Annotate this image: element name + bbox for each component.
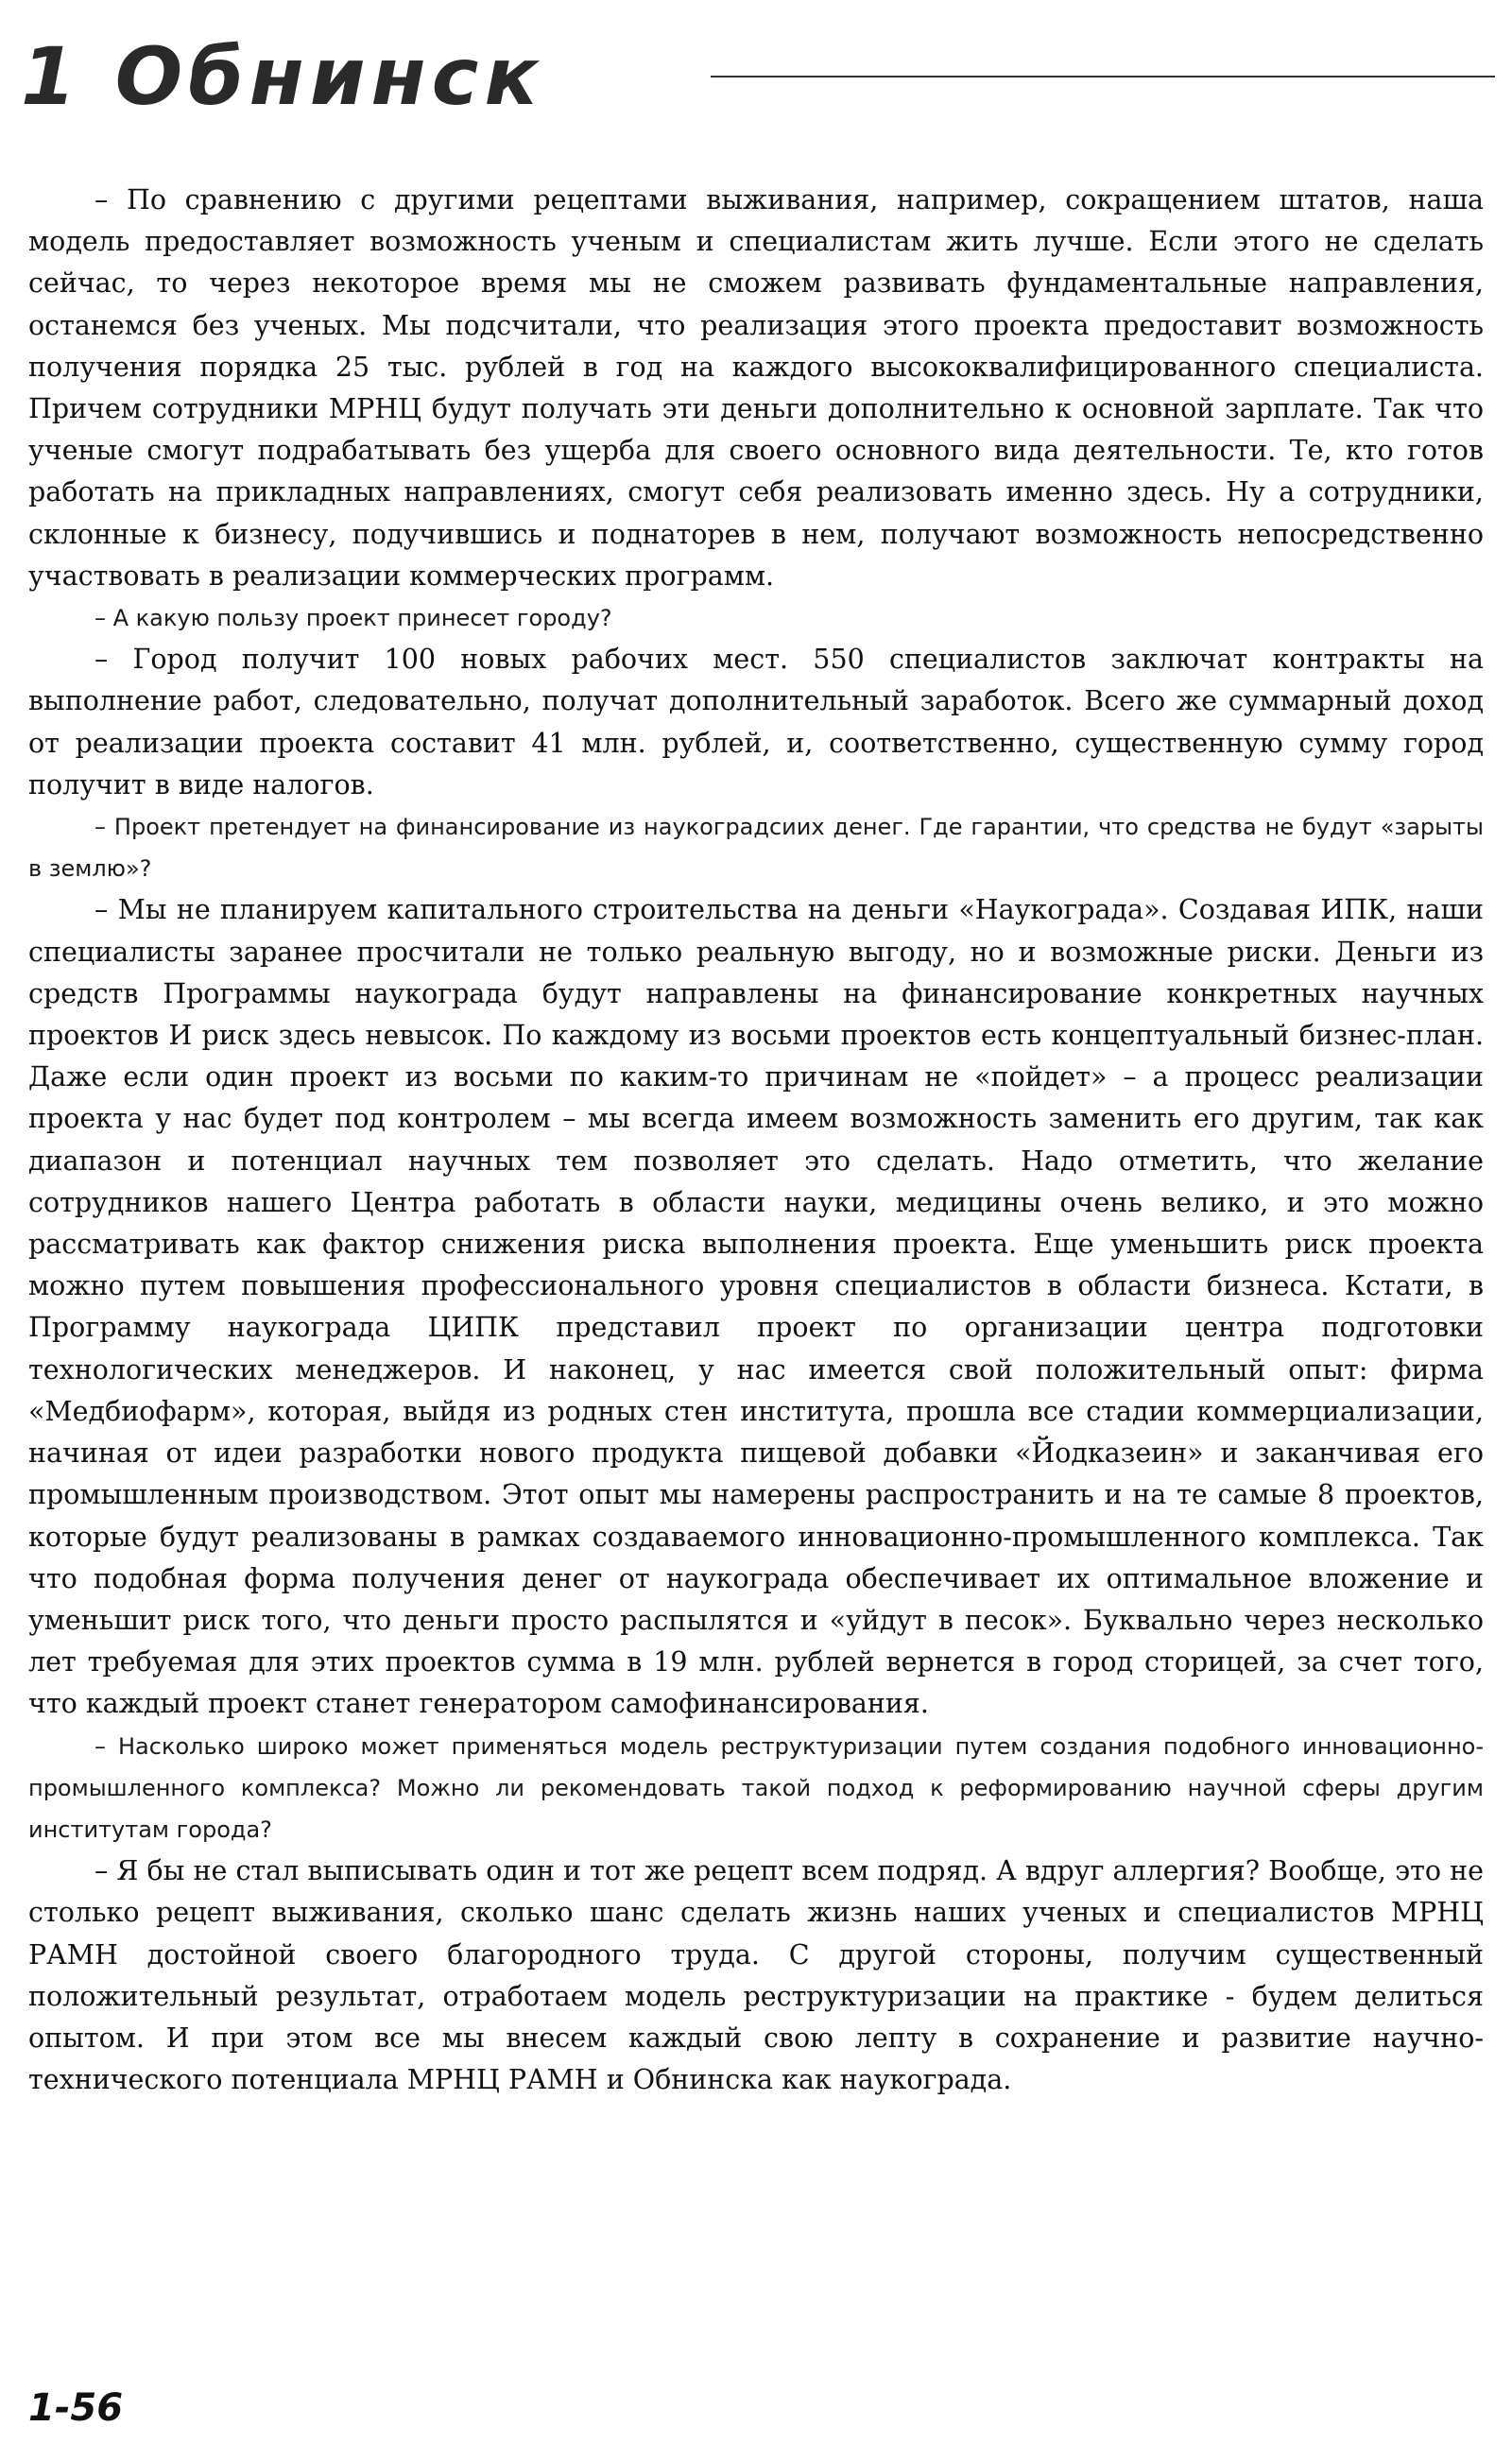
article-body xyxy=(28,180,1484,2101)
question-paragraph: – Проект претендует на финансирование из наукоградсиих денег. Где гарантии, что средства не будут «зарыты в землю»? xyxy=(28,814,1484,883)
header-divider xyxy=(711,76,1495,77)
answer-paragraph: – Мы не планируем капитального строительства на деньги «Наукограда». Создавая ИПК, наши специалисты заранее просчитали не только реальную выгоду, но и возможные риски. Деньги из средств Программы наукограда будут направлены на финансирование конкретных научных проектов И риск здесь невысок. По каждому из восьми проектов есть концептуальный бизнес-план. Даже если один проект из восьми по каким-то причинам не «пойдет» – а процесс реализации проекта у нас будет под контролем – мы всегда имеем возможность заменить его другим, так как диапазон и потенциал научных тем позволяет это сделать. Надо отметить, что желание сотрудников нашего Центра работать в области науки, медицины очень велико, и это можно рассматривать как фактор снижения риска выполнения проекта. Еще уменьшить риск проекта можно путем повышения профессионального уровня специалистов в области бизнеса. Кстати, в Программу наукограда ЦИПК представил проект по организации центра подготовки технологических менеджеров. И наконец, у нас имеется свой положительный опыт: фирма «Медбиофарм», которая, выйдя из родных стен института, прошла все стадии коммерциализации, начиная от идеи разработки нового продукта пищевой добавки «Йодказеин» и заканчивая его промышленным производством. Этот опыт мы намерены распространить и на те самые 8 проектов, которые будут реализованы в рамках создаваемого инновационно-промышленного комплекса. Так что подобная форма получения денег от наукограда обеспечивает их оптимальное вложение и уменьшит риск того, что деньги просто распылятся и «уйдут в песок». Буквально через несколько лет требуемая для этих проектов сумма в 19 млн. рублей вернется в город сторицей, за счет того, что каждый проект станет генератором самофинансирования. xyxy=(28,894,1484,1720)
answer-paragraph: – По сравнению с другими рецептами выживания, например, сокращением штатов, наша модель предоставляет возможность ученым и специалистам жить лучше. Если этого не сделать сейчас, то через некоторое время мы не сможем развивать фундаментальные направления, останемся без ученых. Мы подсчитали, что реализация этого проекта предоставит возможность получения порядка 25 тыс. рублей в год на каждого высококвалифицированного специалиста. Причем сотрудники МРНЦ будут получать эти деньги дополнительно к основной зарплате. Так что ученые смогут подрабатывать без ущерба для своего основного вида деятельности. Те, кто готов работать на прикладных направлениях, смогут себя реализовать именно здесь. Ну а сотрудники, склонные к бизнесу, подучившись и поднаторев в нем, получают возможность непосредственно участвовать в реализации коммерческих программ. xyxy=(28,184,1484,592)
answer-paragraph: – Город получит 100 новых рабочих мест. 550 специалистов заключат контракты на выполнение работ, следовательно, получат дополнительный заработок. Всего же суммарный доход от реализации проекта составит 41 млн. рублей, и, соответственно, существенную сумму город получит в виде налогов. xyxy=(28,644,1484,800)
question-paragraph: – А какую пользу проект принесет городу? xyxy=(94,605,612,632)
answer-paragraph: – Я бы не стал выписывать один и тот же рецепт всем подряд. А вдруг аллергия? Вообще, это не столько рецепт выживания, сколько шанс сделать жизнь наших ученых и специалистов МРНЦ РАМН достойной своего благородного труда. С другой стороны, получим существенный положительный результат, отработаем модель реструктуризации на практике - будем делиться опытом. И при этом все мы внесем каждый свою лепту в сохранение и развитие научно-технического потенциала МРНЦ РАМН и Обнинска как наукограда. xyxy=(28,1855,1484,2096)
question-paragraph: – Насколько широко может применяться модель реструктуризации путем создания подобного инновационно-промышленного комплекса? Можно ли рекомендовать такой подход к реформированию научной сферы другим институтам города? xyxy=(28,1732,1484,1843)
page-number: 1-56 xyxy=(28,2386,124,2430)
page-header xyxy=(21,30,1495,123)
section-title: 1 Обнинск xyxy=(21,30,544,123)
